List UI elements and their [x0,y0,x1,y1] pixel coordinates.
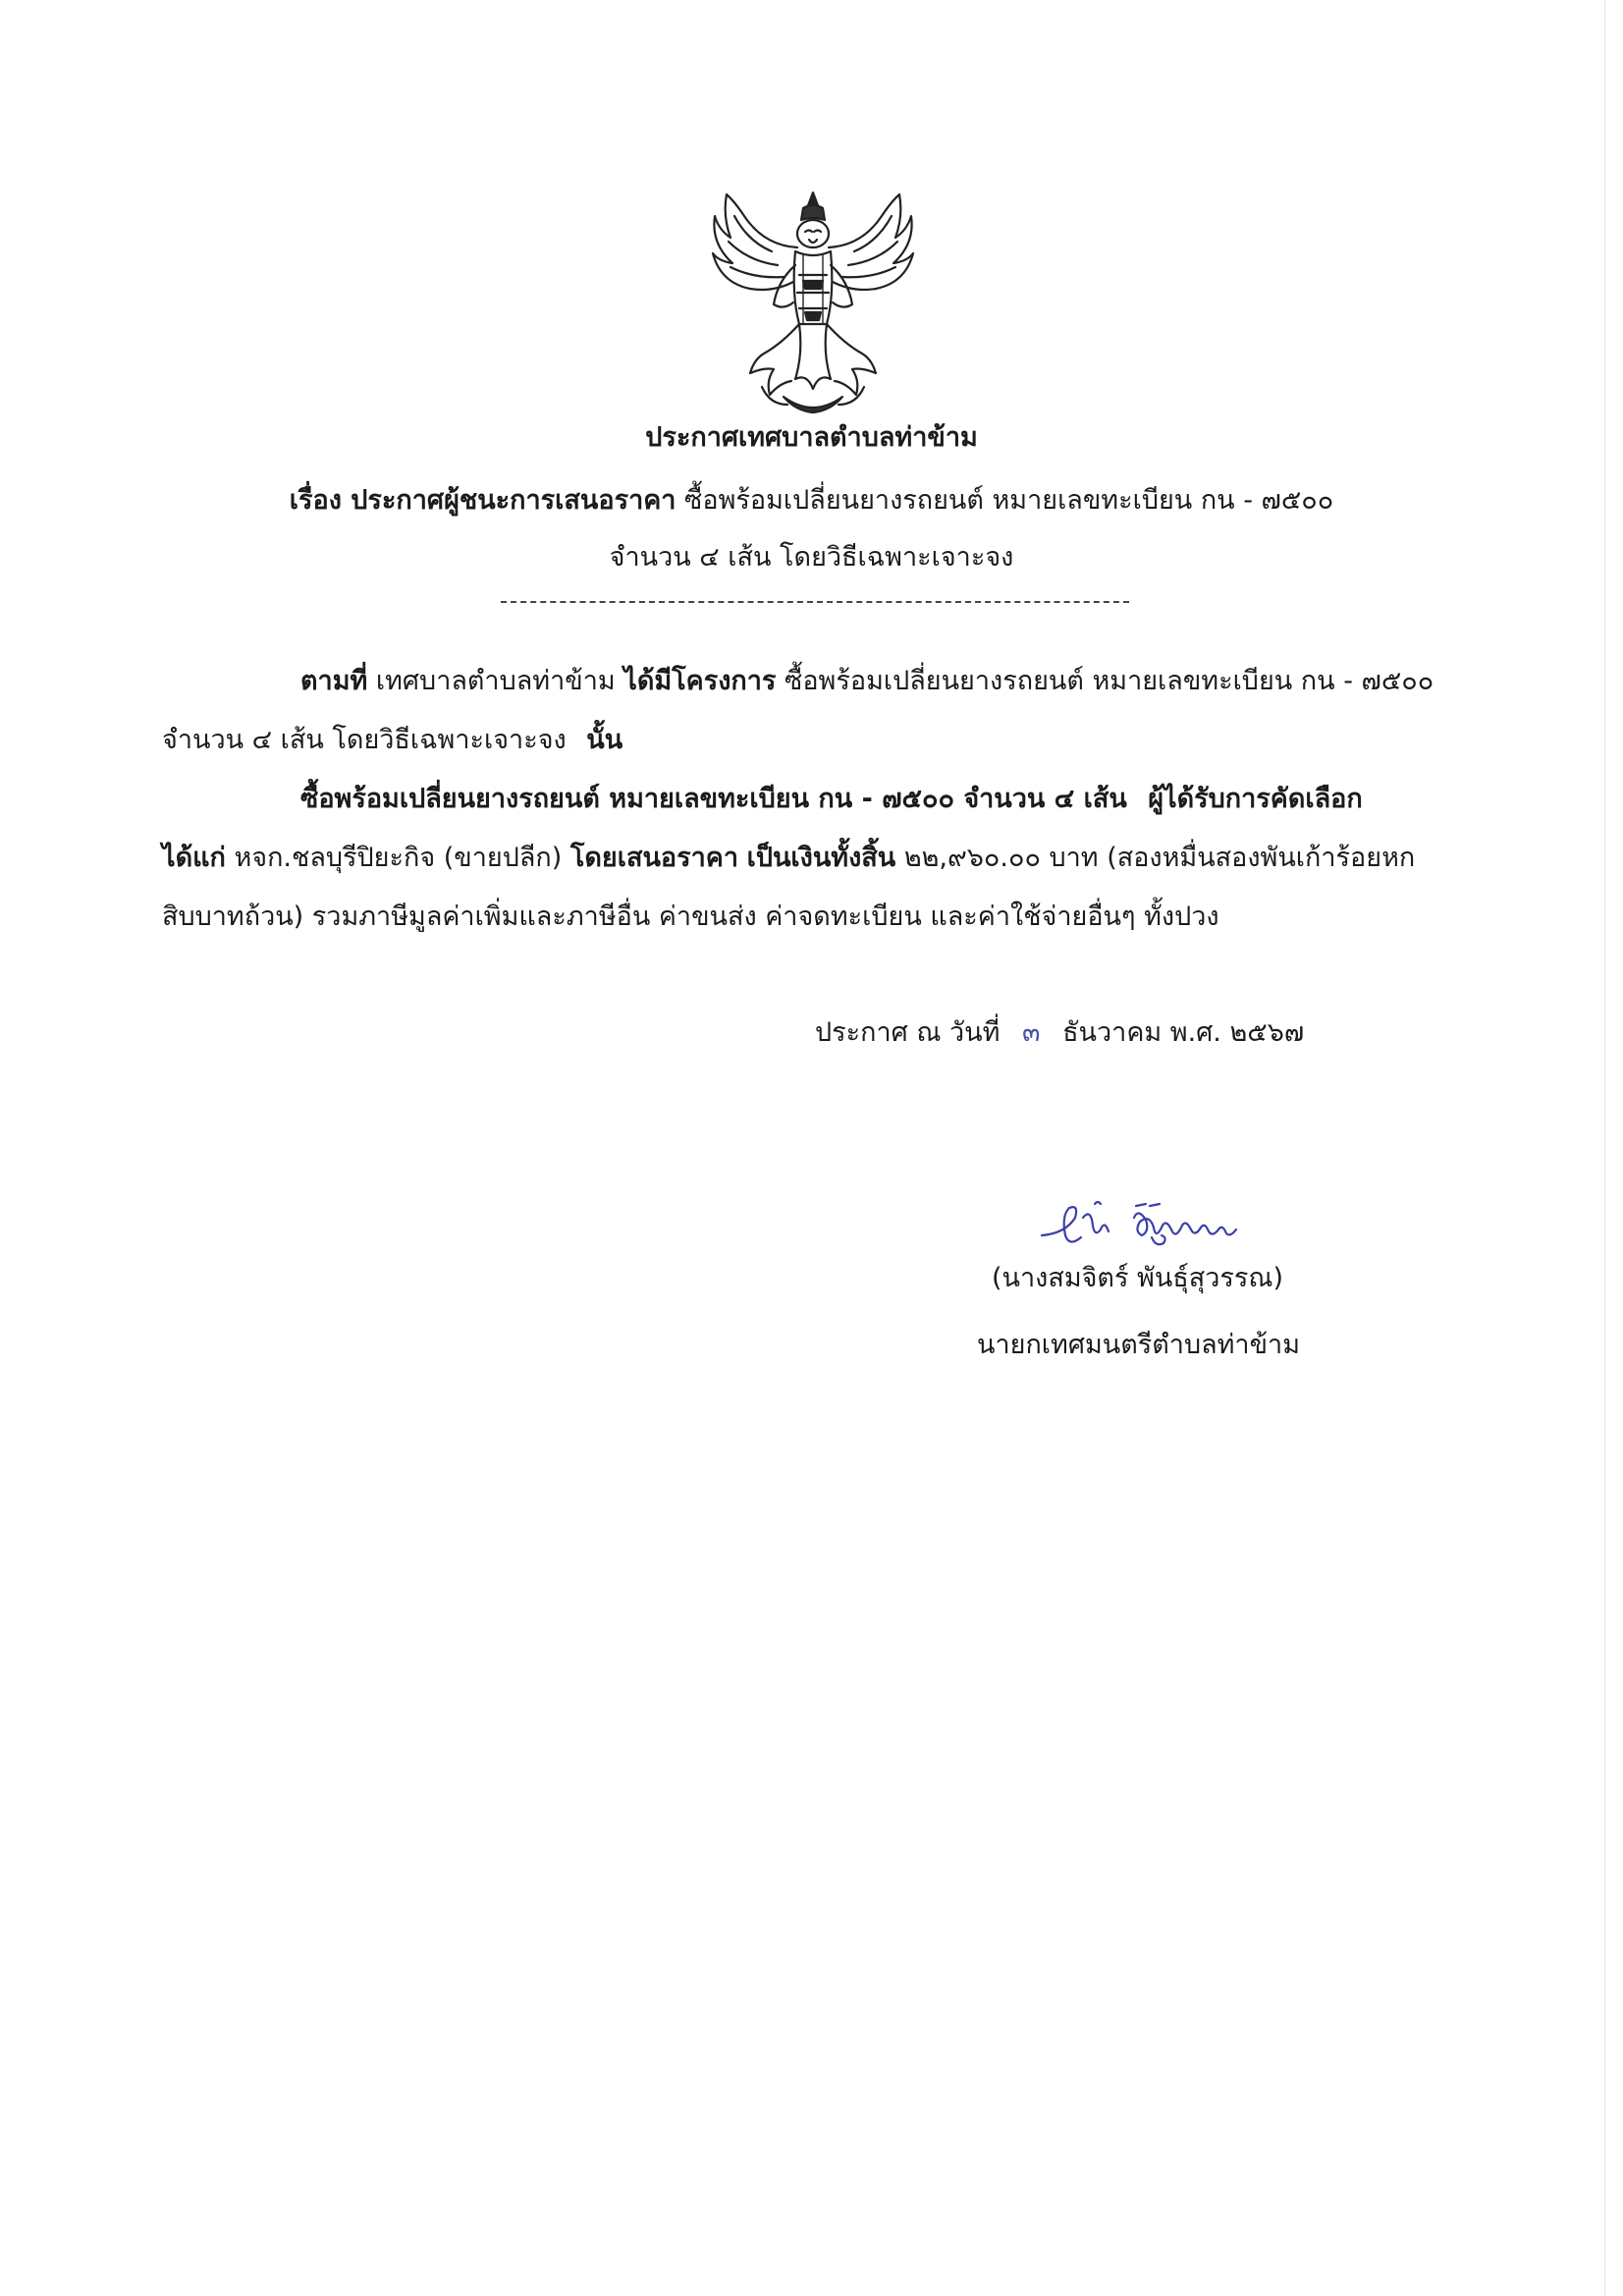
subject-line-2: จำนวน ๔ เส้น โดยวิธีเฉพาะเจาะจง [609,542,1014,573]
signer-name: (นางสมจิตร์ พันธุ์สุวรรณ) [992,1263,1284,1293]
p1-line2: จำนวน ๔ เส้น โดยวิธีเฉพาะเจาะจง [162,725,567,755]
paragraph-1-line-1 [300,664,1434,699]
p2-item: ซื้อพร้อมเปลี่ยนยางรถยนต์ หมายเลขทะเบียน กน - ๗๕๐๐ จำนวน ๔ เส้น [300,784,1127,814]
garuda-emblem-icon [705,187,921,422]
p1-has-project: ได้มีโครงการ [623,666,777,696]
paragraph-2-line-2 [162,841,1415,876]
p1-project: ซื้อพร้อมเปลี่ยนยางรถยนต์ หมายเลขทะเบียน กน - ๗๕๐๐ [784,666,1434,696]
date-month-year: ธันวาคม พ.ศ. ๒๕๖๗ [1062,1017,1305,1048]
signer-title: นายกเทศมนตรีตำบลท่าข้าม [977,1330,1300,1360]
announcement-issuer: ประกาศเทศบาลตำบลท่าข้าม [645,422,978,453]
p2-offer-label: โดยเสนอราคา [569,843,738,873]
subject-label: เรื่อง ประกาศผู้ชนะการเสนอราคา [289,485,676,516]
paragraph-2-line-3: สิบบาทถ้วน) รวมภาษีมูลค่าเพิ่มและภาษีอื่น ค่าขนส่ง ค่าจดทะเบียน และค่าใช้จ่ายอื่นๆ ทั้งปวง [162,902,1219,932]
paragraph-2-line-1 [300,782,1363,817]
scan-edge-line [1604,0,1605,2296]
paragraph-1-line-2 [162,723,622,758]
handwritten-signature-icon [1036,1178,1262,1267]
p2-total-label: เป็นเงินทั้งสิ้น [746,843,896,873]
p1-end: นั้น [586,725,623,755]
p2-amount: ๒๒,๙๖๐.๐๐ บาท (สองหมื่นสองพันเก้าร้อยหก [903,843,1416,873]
p2-winner: หจก.ชลบุรีปิยะกิจ (ขายปลีก) [234,843,563,873]
subject-line [0,483,1623,519]
subject-text: ซื้อพร้อมเปลี่ยนยางรถยนต์ หมายเลขทะเบียน กน - ๗๕๐๐ [684,485,1334,516]
date-day: ๓ [1022,1017,1041,1048]
announcement-date [815,1015,1304,1051]
p1-label: ตามที่ [300,666,368,696]
p2-selected: ผู้ได้รับการคัดเลือก [1148,784,1363,814]
p1-org: เทศบาลตำบลท่าข้าม [375,666,616,696]
p2-winner-label: ได้แก่ [162,843,226,873]
date-prefix: ประกาศ ณ วันที่ [815,1017,1001,1048]
separator-line [501,601,1129,603]
